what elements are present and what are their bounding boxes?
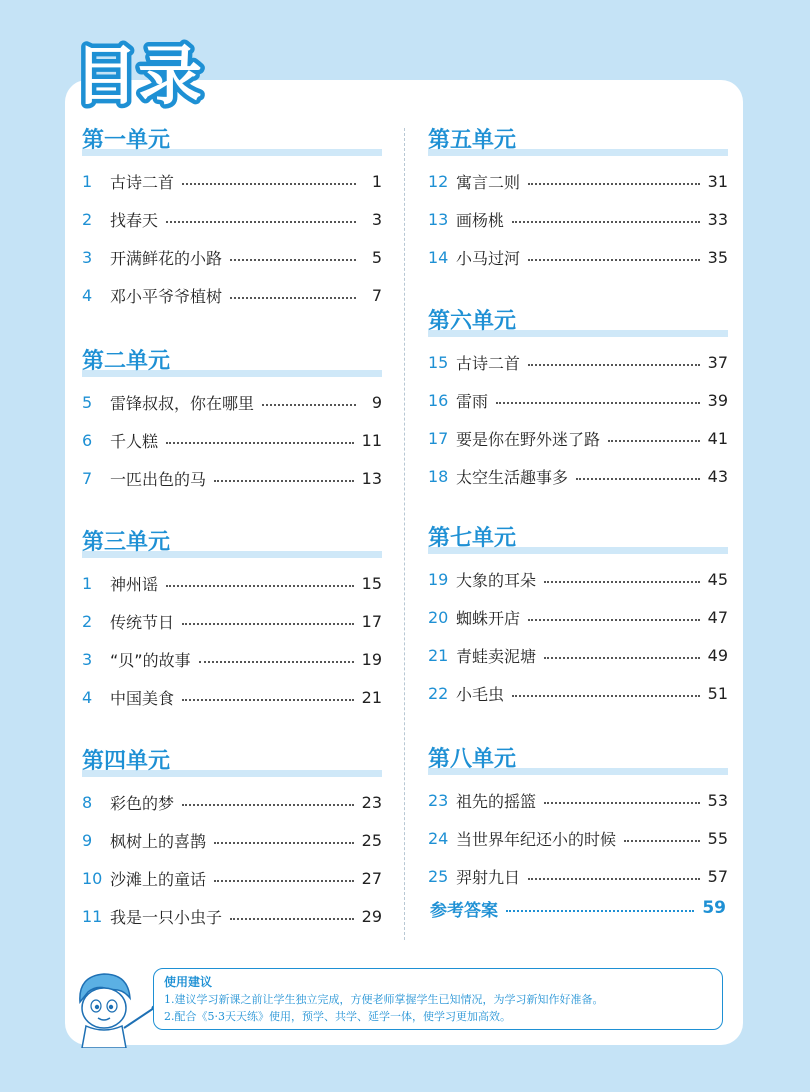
- leader-dots: [199, 661, 354, 663]
- toc-entry[interactable]: [82, 897, 382, 935]
- lesson-number: 18: [428, 466, 449, 486]
- unit-section: [82, 527, 382, 716]
- page-number: 9: [371, 392, 382, 412]
- lesson-number: 1: [82, 573, 93, 593]
- lesson-title: 雷锋叔叔，你在哪里: [110, 393, 255, 413]
- lesson-title: 邓小平爷爷植树: [110, 286, 223, 306]
- leader-dots: [528, 619, 700, 621]
- unit-title: 第六单元: [428, 308, 517, 334]
- lesson-number: 7: [82, 468, 93, 488]
- page-number: 53: [707, 790, 728, 810]
- leader-dots: [182, 183, 356, 185]
- leader-dots: [214, 480, 354, 482]
- lesson-number: 11: [82, 906, 103, 926]
- lesson-number: 13: [428, 209, 449, 229]
- page-number: 1: [371, 171, 382, 191]
- leader-dots: [166, 585, 354, 587]
- lesson-number: 14: [428, 247, 449, 267]
- page-number: 3: [371, 209, 382, 229]
- toc-entry[interactable]: [82, 421, 382, 459]
- toc-entry[interactable]: [82, 564, 382, 602]
- page-number: 43: [707, 466, 728, 486]
- column-divider: [404, 128, 405, 940]
- page-number: 47: [707, 607, 728, 627]
- leader-dots: [528, 878, 700, 880]
- lesson-number: 9: [82, 830, 93, 850]
- lesson-number: 25: [428, 866, 449, 886]
- toc-right-column: [428, 125, 728, 895]
- lesson-number: 2: [82, 611, 93, 631]
- leader-dots: [528, 364, 700, 366]
- page-number: 45: [707, 569, 728, 589]
- toc-entry[interactable]: [428, 343, 728, 381]
- lesson-title: 一匹出色的马: [110, 469, 207, 489]
- lesson-title: 当世界年纪还小的时候: [456, 829, 617, 849]
- lesson-title: 青蛙卖泥塘: [456, 646, 537, 666]
- page-number: 25: [361, 830, 382, 850]
- page-number: 7: [371, 285, 382, 305]
- unit-title: 第八单元: [428, 746, 517, 772]
- page-number: 33: [707, 209, 728, 229]
- toc-entry[interactable]: [428, 636, 728, 674]
- page-number: 55: [707, 828, 728, 848]
- lesson-number: 16: [428, 390, 449, 410]
- lesson-title: 古诗二首: [456, 353, 521, 373]
- lesson-number: 3: [82, 247, 93, 267]
- page-number: 27: [361, 868, 382, 888]
- usage-tip-1: 1.建议学习新课之前让学生独立完成，方便老师掌握学生已知情况，为学习新知作好准备。: [164, 993, 604, 1006]
- toc-entry[interactable]: [82, 678, 382, 716]
- lesson-number: 20: [428, 607, 449, 627]
- usage-tips-title: 使用建议: [164, 975, 213, 989]
- toc-entry[interactable]: [428, 598, 728, 636]
- unit-section: [428, 306, 728, 495]
- lesson-number: 24: [428, 828, 449, 848]
- toc-entry[interactable]: [82, 821, 382, 859]
- leader-dots: [528, 183, 700, 185]
- leader-dots: [512, 221, 700, 223]
- leader-dots: [214, 880, 354, 882]
- toc-entry[interactable]: [82, 200, 382, 238]
- answer-key-link[interactable]: [430, 893, 726, 923]
- lesson-number: 10: [82, 868, 103, 888]
- lesson-number: 19: [428, 569, 449, 589]
- unit-title: 第七单元: [428, 525, 517, 551]
- page-title: [68, 30, 228, 110]
- unit-title: 第三单元: [82, 529, 171, 555]
- unit-section: [82, 746, 382, 935]
- toc-entry[interactable]: [428, 781, 728, 819]
- lesson-number: 15: [428, 352, 449, 372]
- lesson-title: 寓言二则: [456, 172, 521, 192]
- usage-tip-2: 2.配合《5·3天天练》使用，预学、共学、延学一体，使学习更加高效。: [164, 1010, 511, 1023]
- leader-dots: [528, 259, 700, 261]
- page-number: 37: [707, 352, 728, 372]
- lesson-number: 12: [428, 171, 449, 191]
- toc-entry[interactable]: [82, 238, 382, 276]
- toc-entry[interactable]: [82, 276, 382, 314]
- page-number: 57: [707, 866, 728, 886]
- page-number: 13: [361, 468, 382, 488]
- page-number: 39: [707, 390, 728, 410]
- lesson-title: 雷雨: [456, 391, 489, 411]
- lesson-number: 1: [82, 171, 93, 191]
- page-number: 35: [707, 247, 728, 267]
- lesson-number: 4: [82, 285, 93, 305]
- lesson-title: 小毛虫: [456, 684, 505, 704]
- unit-section: [428, 744, 728, 895]
- unit-section: [82, 346, 382, 497]
- lesson-title: 中国美食: [110, 688, 175, 708]
- lesson-number: 4: [82, 687, 93, 707]
- toc-entry[interactable]: [82, 459, 382, 497]
- toc-left-column: [82, 125, 382, 935]
- toc-entry[interactable]: [428, 857, 728, 895]
- lesson-number: 22: [428, 683, 449, 703]
- lesson-title: 彩色的梦: [110, 793, 175, 813]
- toc-entry[interactable]: [428, 674, 728, 712]
- leader-dots: [182, 623, 354, 625]
- lesson-number: 5: [82, 392, 93, 412]
- lesson-title: 我是一只小虫子: [110, 907, 223, 927]
- page-number: 15: [361, 573, 382, 593]
- lesson-title: 羿射九日: [456, 867, 521, 887]
- toc-entry[interactable]: [82, 602, 382, 640]
- leader-dots: [576, 478, 700, 480]
- toc-entry[interactable]: [82, 640, 382, 678]
- lesson-title: 祖先的摇篮: [456, 791, 537, 811]
- leader-dots: [624, 840, 700, 842]
- unit-title: 第一单元: [82, 127, 171, 153]
- toc-entry[interactable]: [428, 200, 728, 238]
- leader-dots: [544, 802, 700, 804]
- toc-entry[interactable]: [428, 419, 728, 457]
- lesson-title: 神州谣: [110, 574, 159, 594]
- lesson-title: 沙滩上的童话: [110, 869, 207, 889]
- lesson-title: 找春天: [110, 210, 159, 230]
- lesson-title: 古诗二首: [110, 172, 175, 192]
- page-number: 29: [361, 906, 382, 926]
- toc-entry[interactable]: [428, 381, 728, 419]
- lesson-title: 蜘蛛开店: [456, 608, 521, 628]
- lesson-title: 画杨桃: [456, 210, 505, 230]
- page-number: 23: [361, 792, 382, 812]
- leader-dots: [214, 842, 354, 844]
- page-number: 41: [707, 428, 728, 448]
- page-title-text: 目录: [74, 40, 202, 110]
- leader-dots: [230, 259, 356, 261]
- lesson-title: 小马过河: [456, 248, 521, 268]
- lesson-title: 太空生活趣事多: [456, 467, 569, 487]
- toc-entry[interactable]: [428, 457, 728, 495]
- lesson-number: 3: [82, 649, 93, 669]
- page-number: 5: [371, 247, 382, 267]
- lesson-number: 2: [82, 209, 93, 229]
- leader-dots: [262, 404, 356, 406]
- leader-dots: [182, 804, 354, 806]
- leader-dots: [608, 440, 700, 442]
- toc-entry[interactable]: [428, 238, 728, 276]
- toc-entry[interactable]: [82, 783, 382, 821]
- boy-mascot-illustration: [70, 968, 160, 1048]
- unit-section: [428, 125, 728, 276]
- leader-dots: [544, 581, 700, 583]
- lesson-title: 传统节日: [110, 612, 175, 632]
- toc-entry[interactable]: [428, 560, 728, 598]
- lesson-title: 要是你在野外迷了路: [456, 429, 601, 449]
- leader-dots: [166, 442, 354, 444]
- toc-entry[interactable]: [428, 819, 728, 857]
- toc-entry[interactable]: [82, 859, 382, 897]
- lesson-title: 大象的耳朵: [456, 570, 537, 590]
- lesson-title: 枫树上的喜鹊: [110, 831, 207, 851]
- leader-dots: [182, 699, 354, 701]
- leader-dots: [230, 918, 354, 920]
- page-number: 19: [361, 649, 382, 669]
- page-number: 31: [707, 171, 728, 191]
- lesson-number: 8: [82, 792, 93, 812]
- leader-dots: [506, 910, 694, 912]
- lesson-title: “贝”的故事: [110, 650, 191, 670]
- usage-tips-box: [153, 968, 723, 1030]
- unit-title: 第四单元: [82, 748, 171, 774]
- page-number: 21: [361, 687, 382, 707]
- unit-section: [428, 523, 728, 712]
- lesson-title: 千人糕: [110, 431, 159, 451]
- leader-dots: [544, 657, 700, 659]
- lesson-number: 21: [428, 645, 449, 665]
- lesson-number: 23: [428, 790, 449, 810]
- unit-title: 第五单元: [428, 127, 517, 153]
- lesson-title: 开满鲜花的小路: [110, 248, 223, 268]
- page-number: 11: [361, 430, 382, 450]
- toc-entry[interactable]: [82, 383, 382, 421]
- answer-key-label: 参考答案: [430, 900, 498, 921]
- toc-entry[interactable]: [82, 162, 382, 200]
- leader-dots: [230, 297, 356, 299]
- unit-section: [82, 125, 382, 314]
- answer-key-page: 59: [702, 898, 726, 918]
- leader-dots: [512, 695, 700, 697]
- lesson-number: 6: [82, 430, 93, 450]
- leader-dots: [496, 402, 700, 404]
- page-number: 49: [707, 645, 728, 665]
- toc-entry[interactable]: [428, 162, 728, 200]
- unit-title: 第二单元: [82, 348, 171, 374]
- leader-dots: [166, 221, 356, 223]
- page-number: 51: [707, 683, 728, 703]
- lesson-number: 17: [428, 428, 449, 448]
- page-number: 17: [361, 611, 382, 631]
